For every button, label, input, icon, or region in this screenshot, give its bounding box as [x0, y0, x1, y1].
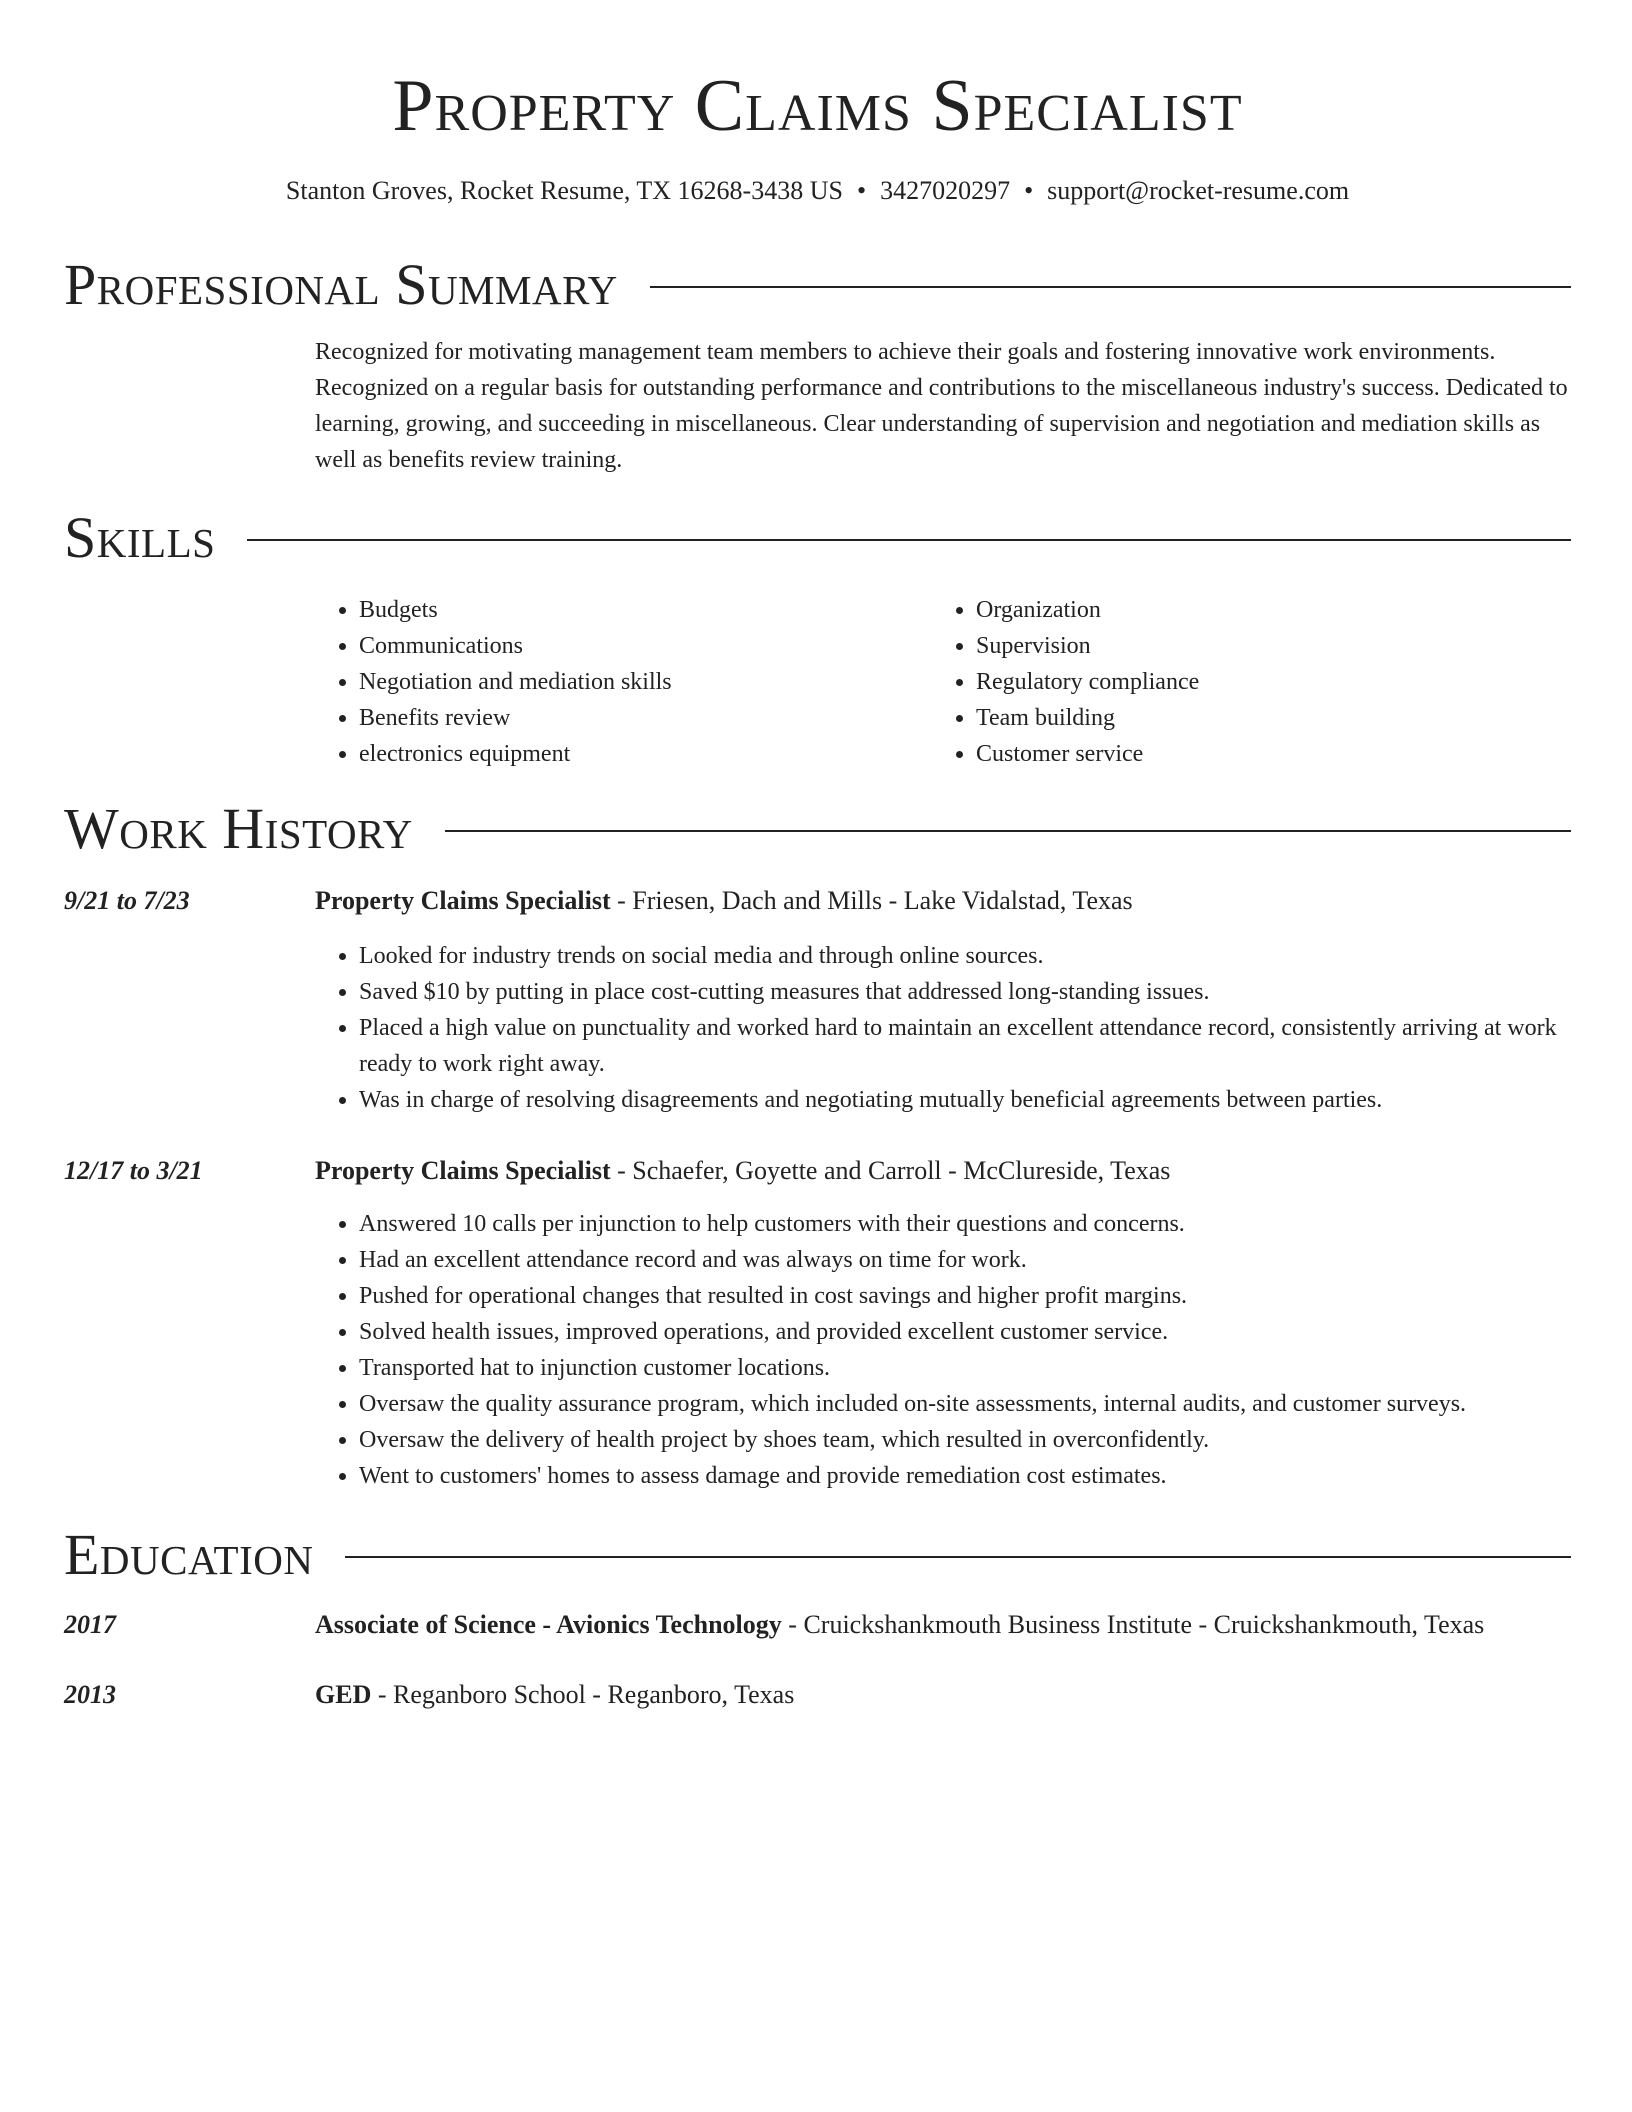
education-year: 2013: [64, 1680, 116, 1709]
summary-text: Recognized for motivating management team members to achieve their goals and fostering innovative work environments. Recognized on a regular basis for outstanding performance and contributions to the miscellaneous industry's success. Dedicated to learning, growing, and succeeding in miscellaneous. Clear understanding of supervision and negotiation and mediation skills as well as benefits review training.: [315, 339, 1568, 473]
education-school: - Reganboro School - Reganboro, Texas: [371, 1680, 795, 1709]
job-duty-item: • Looked for industry trends on social media and through online sources.: [359, 938, 1571, 974]
skill-item: • Negotiation and mediation skills: [359, 664, 915, 700]
job-title: Property Claims Specialist: [315, 1156, 611, 1185]
skill-item: • Supervision: [976, 628, 1532, 664]
work-history-heading-text: Work History: [64, 796, 413, 861]
job-duties-list: [315, 1206, 1571, 1494]
summary-heading-text: Professional Summary: [64, 252, 618, 317]
education-entry: [315, 1608, 1571, 1642]
section-divider: [445, 830, 1571, 832]
section-divider: [345, 1556, 1571, 1558]
job-header: [315, 884, 1571, 918]
job-duty-item: • Placed a high value on punctuality and worked hard to maintain an excellent attendance record, consistently arriving at work ready to work right away.: [359, 1010, 1571, 1082]
job-duties: [315, 1206, 1571, 1494]
job-duties-list: [315, 938, 1571, 1118]
job-duty-item: • Was in charge of resolving disagreements and negotiating mutually beneficial agreements between parties.: [359, 1082, 1571, 1118]
education-year: 2017: [64, 1610, 116, 1639]
job-header: [315, 1154, 1571, 1188]
job-duty-item: • Pushed for operational changes that resulted in cost savings and higher profit margins.: [359, 1278, 1571, 1314]
skill-item: • Communications: [359, 628, 915, 664]
education-degree: GED: [315, 1680, 372, 1709]
job-duty-item: • Answered 10 calls per injunction to help customers with their questions and concerns.: [359, 1206, 1571, 1242]
skills-list-left: [315, 592, 915, 772]
section-divider: [247, 539, 1571, 541]
job-duty-item: • Transported hat to injunction customer locations.: [359, 1350, 1571, 1386]
section-divider: [650, 286, 1571, 288]
summary-heading: [64, 252, 1571, 318]
work-history-heading: [64, 796, 1571, 862]
job-duty-item: • Oversaw the delivery of health project by shoes team, which resulted in overconfidently.: [359, 1422, 1571, 1458]
job-employer: - Friesen, Dach and Mills - Lake Vidalstad, Texas: [610, 886, 1133, 915]
contact-line: [64, 174, 1571, 208]
skills-column-left: [315, 592, 915, 772]
job-duty-item: • Oversaw the quality assurance program, which included on-site assessments, internal audits, and customer surveys.: [359, 1386, 1571, 1422]
job-duty-item: • Went to customers' homes to assess damage and provide remediation cost estimates.: [359, 1458, 1571, 1494]
contact-separator: •: [856, 176, 867, 205]
contact-phone: 3427020297: [880, 176, 1011, 205]
education-entry: [315, 1678, 1571, 1712]
job-dates: 9/21 to 7/23: [64, 886, 190, 915]
education-degree: Associate of Science - Avionics Technology: [315, 1610, 782, 1639]
job-title: Property Claims Specialist: [315, 886, 611, 915]
contact-address: Stanton Groves, Rocket Resume, TX 16268-3438 US: [285, 176, 843, 205]
education-school: - Cruickshankmouth Business Institute - Cruickshankmouth, Texas: [781, 1610, 1485, 1639]
skill-item: • electronics equipment: [359, 736, 915, 772]
skills-heading-text: Skills: [64, 505, 216, 570]
job-duty-item: • Saved $10 by putting in place cost-cutting measures that addressed long-standing issues.: [359, 974, 1571, 1010]
skill-item: • Budgets: [359, 592, 915, 628]
skills-column-right: [932, 592, 1532, 772]
skill-item: • Team building: [976, 700, 1532, 736]
job-duties: [315, 938, 1571, 1118]
contact-email[interactable]: support@rocket-resume.com: [1047, 176, 1350, 205]
job-dates: 12/17 to 3/21: [64, 1156, 203, 1185]
job-duty-item: • Had an excellent attendance record and was always on time for work.: [359, 1242, 1571, 1278]
contact-separator: •: [1024, 176, 1034, 205]
skill-item: • Organization: [976, 592, 1532, 628]
skills-heading: [64, 505, 1571, 571]
job-duty-item: • Solved health issues, improved operations, and provided excellent customer service.: [359, 1314, 1571, 1350]
resume-title: Property Claims Specialist: [392, 65, 1243, 147]
education-heading: [64, 1522, 1571, 1588]
skill-item: • Benefits review: [359, 700, 915, 736]
skill-item: • Customer service: [976, 736, 1532, 772]
education-heading-text: Education: [64, 1522, 314, 1587]
job-employer: - Schaefer, Goyette and Carroll - McClureside, Texas: [610, 1156, 1171, 1185]
skills-list-right: [932, 592, 1532, 772]
skill-item: • Regulatory compliance: [976, 664, 1532, 700]
